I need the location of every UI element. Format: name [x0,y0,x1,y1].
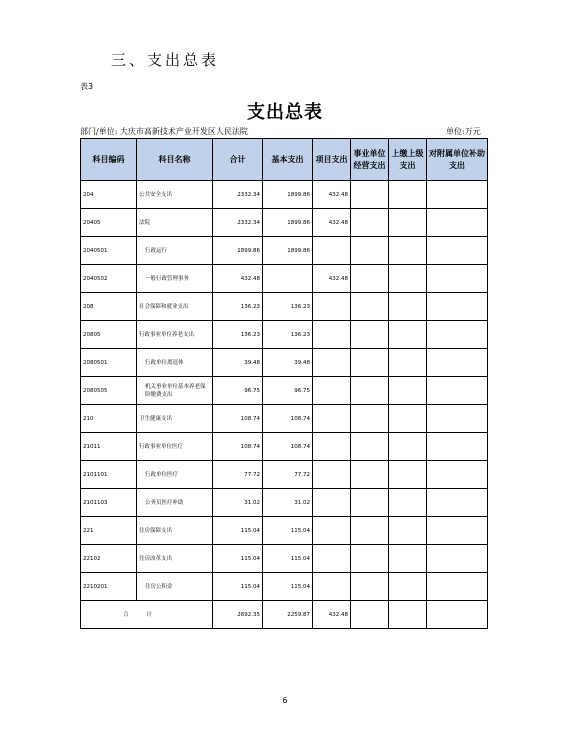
cell-code: 21011 [81,433,137,461]
total-basic: 2259.87 [263,601,313,629]
cell-business [351,321,389,349]
cell-name: 行政事业单位养老支出 [137,321,213,349]
cell-name: 行政事业单位医疗 [137,433,213,461]
cell-total: 108.74 [213,433,263,461]
cell-total: 115.04 [213,517,263,545]
cell-project [313,349,351,377]
document-title: 支出总表 [247,102,323,123]
cell-upper [389,237,427,265]
cell-project [313,461,351,489]
cell-total: 39.48 [213,349,263,377]
cell-code: 20405 [81,209,137,237]
cell-total: 2332.34 [213,209,263,237]
cell-business [351,405,389,433]
cell-subsidy [427,265,488,293]
cell-subsidy [427,349,488,377]
cell-business [351,461,389,489]
cell-name: 公务员医疗补助 [137,489,213,517]
cell-business [351,293,389,321]
table-row [81,377,488,405]
cell-subsidy [427,545,488,573]
cell-total: 136.23 [213,293,263,321]
cell-subsidy [427,293,488,321]
cell-code: 2080501 [81,349,137,377]
cell-subsidy [427,433,488,461]
cell-basic: 1899.86 [263,209,313,237]
header-business: 事业单位经营支出 [351,139,389,181]
cell-subsidy [427,321,488,349]
cell-total: 115.04 [213,573,263,601]
cell-name: 机关事业单位基本养老保险缴费支出 [137,377,213,405]
cell-business [351,489,389,517]
cell-name: 住房改革支出 [137,545,213,573]
page-number: 6 [282,696,288,705]
table-number: 表3 [80,82,94,91]
header-subsidy: 对附属单位补助支出 [427,139,488,181]
table-row [81,209,488,237]
cell-total: 1899.86 [213,237,263,265]
cell-project: 432.48 [313,209,351,237]
cell-basic [263,265,313,293]
table-row [81,517,488,545]
cell-name: 行政运行 [137,237,213,265]
total-value: 2692.35 [213,601,263,629]
cell-project [313,405,351,433]
table-row [81,265,488,293]
table-row [81,349,488,377]
cell-code: 204 [81,181,137,209]
cell-code: 20805 [81,321,137,349]
cell-project [313,321,351,349]
cell-upper [389,349,427,377]
cell-upper [389,545,427,573]
cell-upper [389,377,427,405]
cell-upper [389,433,427,461]
cell-basic: 31.02 [263,489,313,517]
cell-total: 115.04 [213,545,263,573]
cell-upper [389,573,427,601]
table-row [81,181,488,209]
cell-name: 卫生健康支出 [137,405,213,433]
cell-project [313,517,351,545]
total-label: 合计 [81,601,213,629]
cell-upper [389,461,427,489]
cell-project [313,237,351,265]
cell-subsidy [427,489,488,517]
cell-subsidy [427,209,488,237]
cell-code: 2040502 [81,265,137,293]
cell-name: 行政单位离退休 [137,349,213,377]
cell-subsidy [427,461,488,489]
cell-name: 法院 [137,209,213,237]
cell-project [313,545,351,573]
cell-basic: 39.48 [263,349,313,377]
cell-business [351,265,389,293]
total-row [81,601,488,629]
total-upper [389,601,427,629]
cell-basic: 136.23 [263,321,313,349]
cell-subsidy [427,237,488,265]
cell-code: 210 [81,405,137,433]
cell-business [351,573,389,601]
header-code: 科目编码 [81,139,137,181]
cell-code: 208 [81,293,137,321]
unit-label: 单位:万元 [446,127,481,136]
cell-name: 行政单位医疗 [137,461,213,489]
cell-name: 一般行政管理事务 [137,265,213,293]
cell-upper [389,293,427,321]
cell-subsidy [427,517,488,545]
cell-subsidy [427,573,488,601]
cell-project: 432.48 [313,181,351,209]
cell-total: 136.23 [213,321,263,349]
total-business [351,601,389,629]
cell-total: 108.74 [213,405,263,433]
cell-business [351,433,389,461]
table-body [81,181,488,629]
table-row [81,237,488,265]
header-row [81,139,488,181]
cell-code: 2040501 [81,237,137,265]
cell-basic: 108.74 [263,405,313,433]
cell-total: 96.75 [213,377,263,405]
cell-basic: 1899.86 [263,237,313,265]
table-row [81,321,488,349]
cell-subsidy [427,405,488,433]
cell-basic: 115.04 [263,573,313,601]
cell-name: 住房公积金 [137,573,213,601]
cell-total: 31.02 [213,489,263,517]
cell-code: 22102 [81,545,137,573]
cell-name: 公共安全支出 [137,181,213,209]
cell-total: 432.48 [213,265,263,293]
cell-business [351,349,389,377]
cell-name: 住房保障支出 [137,517,213,545]
cell-code: 2210201 [81,573,137,601]
table-row [81,489,488,517]
cell-project [313,293,351,321]
cell-basic: 77.72 [263,461,313,489]
cell-business [351,181,389,209]
cell-basic: 108.74 [263,433,313,461]
cell-subsidy [427,181,488,209]
table-row [81,545,488,573]
cell-project [313,489,351,517]
department-label: 部门/单位: 大庆市高新技术产业开发区人民法院 [80,127,248,136]
header-basic: 基本支出 [263,139,313,181]
section-title: 三、支出总表 [111,51,220,69]
cell-name: 社会保障和就业支出 [137,293,213,321]
cell-business [351,237,389,265]
cell-upper [389,321,427,349]
cell-project [313,573,351,601]
cell-subsidy [427,377,488,405]
cell-upper [389,265,427,293]
cell-total: 2332.34 [213,181,263,209]
cell-code: 2101101 [81,461,137,489]
cell-project [313,433,351,461]
cell-business [351,209,389,237]
cell-upper [389,405,427,433]
cell-upper [389,181,427,209]
cell-business [351,517,389,545]
cell-basic: 136.23 [263,293,313,321]
expenditure-table [80,138,488,629]
cell-business [351,545,389,573]
cell-code: 2101103 [81,489,137,517]
cell-basic: 1899.86 [263,181,313,209]
table-row [81,405,488,433]
cell-basic: 115.04 [263,517,313,545]
total-subsidy [427,601,488,629]
cell-business [351,377,389,405]
header-upper: 上缴上级支出 [389,139,427,181]
table-row [81,573,488,601]
cell-basic: 96.75 [263,377,313,405]
cell-total: 77.72 [213,461,263,489]
header-project: 项目支出 [313,139,351,181]
table-row [81,461,488,489]
header-total: 合计 [213,139,263,181]
total-project: 432.48 [313,601,351,629]
cell-code: 221 [81,517,137,545]
cell-upper [389,209,427,237]
cell-basic: 115.04 [263,545,313,573]
table-row [81,433,488,461]
cell-project: 432.48 [313,265,351,293]
header-name: 科目名称 [137,139,213,181]
cell-upper [389,489,427,517]
cell-code: 2080505 [81,377,137,405]
table-row [81,293,488,321]
cell-project [313,377,351,405]
cell-upper [389,517,427,545]
